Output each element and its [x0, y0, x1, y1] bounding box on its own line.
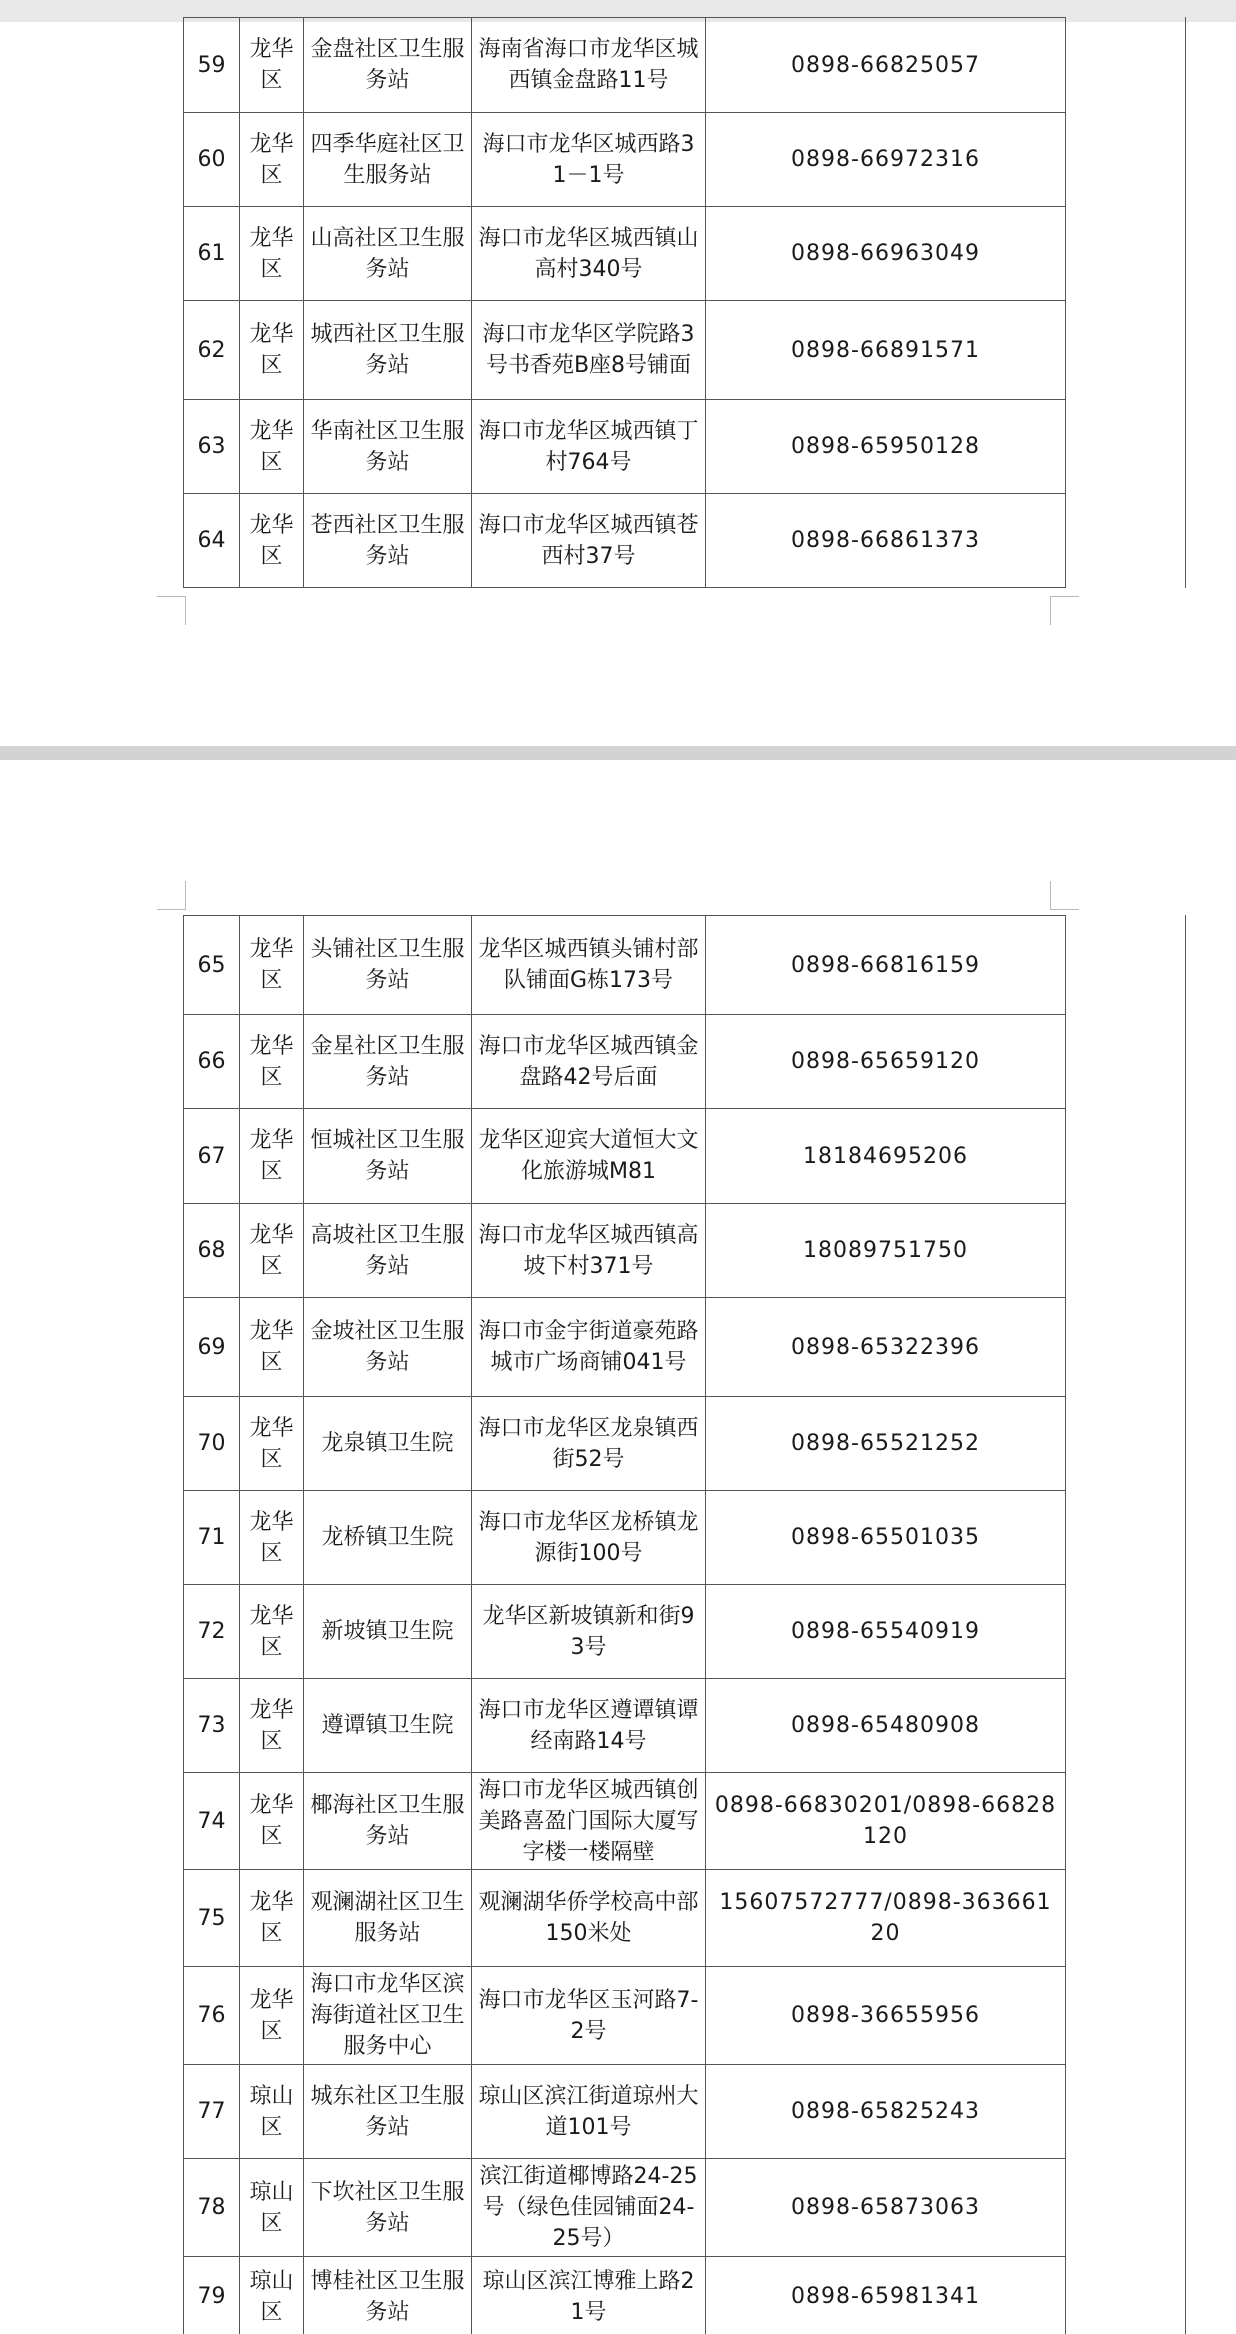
row-address: 琼山区滨江街道琼州大道101号: [472, 2065, 706, 2159]
row-address: 海口市龙华区遵谭镇谭经南路14号: [472, 1679, 706, 1773]
page-corner-mark: [157, 596, 186, 625]
row-address: 海口市龙华区城西镇金盘路42号后面: [472, 1015, 706, 1109]
empty-cell: [1066, 494, 1186, 588]
row-address: 海口市龙华区龙桥镇龙源街100号: [472, 1491, 706, 1585]
table-row: [184, 18, 1186, 113]
row-number: 66: [184, 1015, 240, 1109]
table-row: [184, 400, 1186, 494]
row-address: 滨江街道椰博路24-25号（绿色佳园铺面24-25号）: [472, 2159, 706, 2257]
document-page-2: [0, 760, 1236, 2334]
row-number: 67: [184, 1109, 240, 1204]
row-address: 海口市龙华区城西镇高坡下村371号: [472, 1204, 706, 1298]
empty-cell: [1066, 1967, 1186, 2065]
row-institution-name: 恒城社区卫生服务站: [304, 1109, 472, 1204]
row-district: 龙华区: [240, 1109, 304, 1204]
row-district: 龙华区: [240, 1298, 304, 1397]
page-corner-mark: [1050, 596, 1079, 625]
row-district: 龙华区: [240, 494, 304, 588]
row-district: 龙华区: [240, 1773, 304, 1870]
row-district: 龙华区: [240, 916, 304, 1015]
row-number: 74: [184, 1773, 240, 1870]
row-number: 72: [184, 1585, 240, 1679]
row-phone: 0898-65322396: [706, 1298, 1066, 1397]
row-phone: 0898-65981341: [706, 2257, 1066, 2334]
page-corner-mark: [157, 881, 186, 910]
row-institution-name: 博桂社区卫生服务站: [304, 2257, 472, 2334]
row-address: 海口市龙华区城西镇山高村340号: [472, 207, 706, 301]
empty-cell: [1066, 1298, 1186, 1397]
row-address: 海口市龙华区龙泉镇西街52号: [472, 1397, 706, 1491]
row-number: 62: [184, 301, 240, 400]
row-number: 79: [184, 2257, 240, 2334]
empty-cell: [1066, 1773, 1186, 1870]
row-phone: 0898-65659120: [706, 1015, 1066, 1109]
row-institution-name: 金盘社区卫生服务站: [304, 18, 472, 113]
clinic-table-page-2: [183, 915, 1186, 2334]
row-phone: 0898-66891571: [706, 301, 1066, 400]
row-institution-name: 城东社区卫生服务站: [304, 2065, 472, 2159]
empty-cell: [1066, 1679, 1186, 1773]
row-phone: 0898-65950128: [706, 400, 1066, 494]
empty-cell: [1066, 1397, 1186, 1491]
row-number: 77: [184, 2065, 240, 2159]
row-district: 琼山区: [240, 2257, 304, 2334]
row-number: 65: [184, 916, 240, 1015]
row-phone: 0898-65873063: [706, 2159, 1066, 2257]
row-address: 观澜湖华侨学校高中部150米处: [472, 1870, 706, 1967]
table-row: [184, 1298, 1186, 1397]
document-page-1: [0, 0, 1236, 746]
table-row: [184, 1585, 1186, 1679]
table-row: [184, 1015, 1186, 1109]
row-institution-name: 四季华庭社区卫生服务站: [304, 113, 472, 207]
row-number: 61: [184, 207, 240, 301]
row-number: 70: [184, 1397, 240, 1491]
row-address: 海南省海口市龙华区城西镇金盘路11号: [472, 18, 706, 113]
row-address: 海口市金宇街道豪苑路城市广场商铺041号: [472, 1298, 706, 1397]
row-number: 71: [184, 1491, 240, 1585]
row-district: 龙华区: [240, 1679, 304, 1773]
row-district: 龙华区: [240, 207, 304, 301]
row-number: 76: [184, 1967, 240, 2065]
table-row: [184, 1679, 1186, 1773]
row-phone: 0898-66963049: [706, 207, 1066, 301]
row-district: 龙华区: [240, 1204, 304, 1298]
row-district: 琼山区: [240, 2159, 304, 2257]
row-institution-name: 龙泉镇卫生院: [304, 1397, 472, 1491]
page-corner-mark: [1050, 881, 1079, 910]
row-institution-name: 山高社区卫生服务站: [304, 207, 472, 301]
empty-cell: [1066, 207, 1186, 301]
row-address: 海口市龙华区玉河路7-2号: [472, 1967, 706, 2065]
table-row: [184, 113, 1186, 207]
row-institution-name: 海口市龙华区滨海街道社区卫生服务中心: [304, 1967, 472, 2065]
table-row: [184, 1204, 1186, 1298]
empty-cell: [1066, 1491, 1186, 1585]
row-district: 龙华区: [240, 400, 304, 494]
row-district: 龙华区: [240, 113, 304, 207]
table-row: [184, 207, 1186, 301]
row-district: 龙华区: [240, 1015, 304, 1109]
row-number: 63: [184, 400, 240, 494]
row-institution-name: 高坡社区卫生服务站: [304, 1204, 472, 1298]
row-institution-name: 城西社区卫生服务站: [304, 301, 472, 400]
empty-cell: [1066, 1870, 1186, 1967]
row-number: 68: [184, 1204, 240, 1298]
row-phone: 0898-65825243: [706, 2065, 1066, 2159]
empty-cell: [1066, 18, 1186, 113]
empty-cell: [1066, 1204, 1186, 1298]
row-district: 龙华区: [240, 1585, 304, 1679]
table-row: [184, 2257, 1186, 2334]
row-institution-name: 华南社区卫生服务站: [304, 400, 472, 494]
row-address: 海口市龙华区城西镇丁村764号: [472, 400, 706, 494]
row-phone: 18089751750: [706, 1204, 1066, 1298]
row-number: 64: [184, 494, 240, 588]
row-district: 龙华区: [240, 18, 304, 113]
row-number: 69: [184, 1298, 240, 1397]
row-phone: 0898-65501035: [706, 1491, 1066, 1585]
table-row: [184, 2159, 1186, 2257]
row-address: 海口市龙华区城西镇创美路喜盈门国际大厦写字楼一楼隔壁: [472, 1773, 706, 1870]
row-address: 琼山区滨江博雅上路21号: [472, 2257, 706, 2334]
row-institution-name: 苍西社区卫生服务站: [304, 494, 472, 588]
empty-cell: [1066, 1109, 1186, 1204]
table-row: [184, 494, 1186, 588]
table-row: [184, 301, 1186, 400]
row-address: 海口市龙华区城西镇苍西村37号: [472, 494, 706, 588]
row-phone: 0898-66972316: [706, 113, 1066, 207]
row-phone: 0898-65540919: [706, 1585, 1066, 1679]
row-address: 龙华区新坡镇新和街93号: [472, 1585, 706, 1679]
row-phone: 15607572777/0898-36366120: [706, 1870, 1066, 1967]
row-district: 龙华区: [240, 1397, 304, 1491]
row-institution-name: 头铺社区卫生服务站: [304, 916, 472, 1015]
table-row: [184, 1773, 1186, 1870]
row-address: 龙华区迎宾大道恒大文化旅游城M81: [472, 1109, 706, 1204]
table-row: [184, 1397, 1186, 1491]
row-phone: 0898-65521252: [706, 1397, 1066, 1491]
empty-cell: [1066, 2065, 1186, 2159]
row-institution-name: 金坡社区卫生服务站: [304, 1298, 472, 1397]
row-phone: 0898-65480908: [706, 1679, 1066, 1773]
table-row: [184, 1870, 1186, 1967]
row-phone: 0898-36655956: [706, 1967, 1066, 2065]
row-institution-name: 观澜湖社区卫生服务站: [304, 1870, 472, 1967]
row-address: 海口市龙华区学院路3号书香苑B座8号铺面: [472, 301, 706, 400]
row-institution-name: 金星社区卫生服务站: [304, 1015, 472, 1109]
row-number: 60: [184, 113, 240, 207]
row-phone: 18184695206: [706, 1109, 1066, 1204]
row-phone: 0898-66825057: [706, 18, 1066, 113]
table-row: [184, 2065, 1186, 2159]
row-phone: 0898-66861373: [706, 494, 1066, 588]
row-institution-name: 下坎社区卫生服务站: [304, 2159, 472, 2257]
page-separator: [0, 746, 1236, 760]
row-institution-name: 椰海社区卫生服务站: [304, 1773, 472, 1870]
table-row: [184, 1967, 1186, 2065]
row-district: 琼山区: [240, 2065, 304, 2159]
row-district: 龙华区: [240, 1491, 304, 1585]
row-district: 龙华区: [240, 1967, 304, 2065]
row-institution-name: 新坡镇卫生院: [304, 1585, 472, 1679]
empty-cell: [1066, 916, 1186, 1015]
empty-cell: [1066, 113, 1186, 207]
row-institution-name: 龙桥镇卫生院: [304, 1491, 472, 1585]
empty-cell: [1066, 1585, 1186, 1679]
table-row: [184, 916, 1186, 1015]
row-number: 78: [184, 2159, 240, 2257]
row-number: 59: [184, 18, 240, 113]
row-institution-name: 遵谭镇卫生院: [304, 1679, 472, 1773]
row-number: 75: [184, 1870, 240, 1967]
empty-cell: [1066, 1015, 1186, 1109]
row-phone: 0898-66830201/0898-66828120: [706, 1773, 1066, 1870]
table-row: [184, 1491, 1186, 1585]
clinic-table-page-1: [183, 17, 1186, 588]
row-address: 龙华区城西镇头铺村部队铺面G栋173号: [472, 916, 706, 1015]
table-row: [184, 1109, 1186, 1204]
row-phone: 0898-66816159: [706, 916, 1066, 1015]
row-district: 龙华区: [240, 301, 304, 400]
row-number: 73: [184, 1679, 240, 1773]
empty-cell: [1066, 2159, 1186, 2257]
empty-cell: [1066, 400, 1186, 494]
row-address: 海口市龙华区城西路31－1号: [472, 113, 706, 207]
row-district: 龙华区: [240, 1870, 304, 1967]
empty-cell: [1066, 301, 1186, 400]
empty-cell: [1066, 2257, 1186, 2334]
